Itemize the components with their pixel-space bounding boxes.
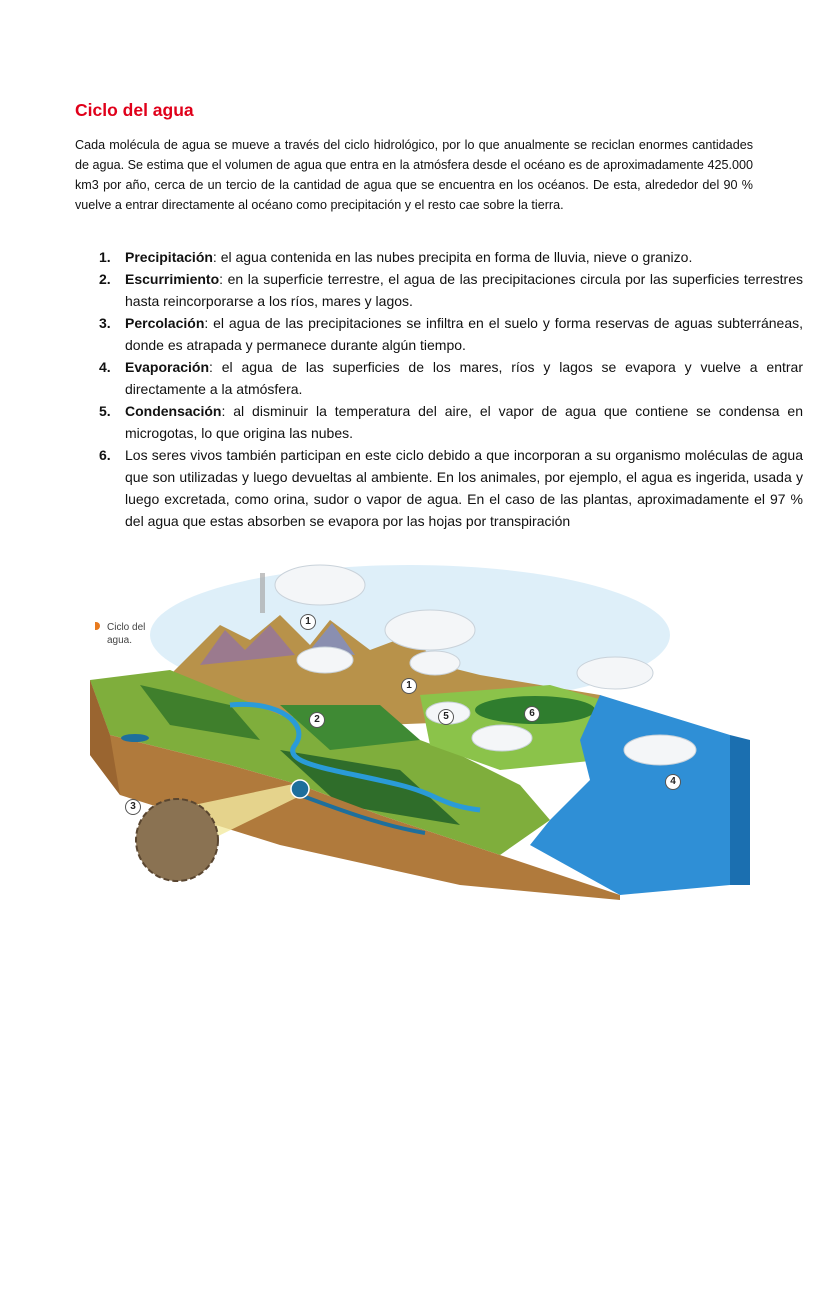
item-term: Escurrimiento [125,271,220,287]
item-number: 1. [99,249,111,265]
figure-label: 4 [665,774,681,790]
list-item [99,400,803,444]
list-item [99,268,803,312]
item-text: : en la superficie terrestre, el agua de las precipitaciones circula por las superficies terrestres hasta reincorporarse a los ríos, mares y lagos. [125,271,803,309]
figure-label: 5 [438,709,454,725]
figure-label: 6 [524,706,540,722]
figure-label: 1 [401,678,417,694]
item-number: 3. [99,315,111,331]
steps-list [75,246,803,532]
item-number: 4. [99,359,111,375]
figure-label: 1 [300,614,316,630]
item-term: Condensación [125,403,222,419]
caption-marker-icon [95,622,100,630]
item-number: 2. [99,271,111,287]
item-text: : el agua de las superficies de los mares, ríos y lagos se evapora y vuelve a entrar directamente a la atmósfera. [125,359,803,397]
page-title: Ciclo del agua [75,100,194,120]
list-item [99,444,803,532]
list-item [99,356,803,400]
caption-line: Ciclo del [107,622,146,633]
item-text: : el agua de las precipitaciones se infiltra en el suelo y forma reservas de aguas subterráneas, donde es atrapada y permanece durante algún tiempo. [125,315,803,353]
item-number: 5. [99,403,111,419]
item-term: Evaporación [125,359,210,375]
item-text: Los seres vivos también participan en este ciclo debido a que incorporan a su organismo moléculas de agua que son utilizadas y luego devueltas al ambiente. En los animales, por ejemplo, el agua es ingerida, usada y luego excretada, como orina, sudor o vapor de agua. En el caso de las plantas, aproximadamente el 97 % del agua que estas absorben se evapora por las hojas por transpiración [125,447,803,529]
figure-label: 2 [309,712,325,728]
water-cycle-illustration [80,555,750,900]
intro-paragraph: Cada molécula de agua se mueve a través del ciclo hidrológico, por lo que anualmente se reciclan enormes cantidades de agua. Se estima que el volumen de agua que entra en la atmósfera desde el océano es de aproximadamente 425.000 km3 por año, cerca de un tercio de la cantidad de agua que se encuentra en los océanos. De esta, alrededor del 90 % vuelve a entrar directamente al océano como precipitación y el resto cae sobre la tierra. [75,138,753,212]
list-item [99,246,803,268]
item-text: : el agua contenida en las nubes precipita en forma de lluvia, nieve o granizo. [212,249,693,265]
item-number: 6. [99,447,111,463]
figure-label: 3 [125,799,141,815]
item-term: Percolación [125,315,205,331]
figure-caption [95,621,145,647]
item-text: : al disminuir la temperatura del aire, el vapor de agua que contiene se condensa en microgotas, lo que origina las nubes. [125,403,803,441]
list-item [99,312,803,356]
item-term: Precipitación [125,249,213,265]
caption-line: agua. [107,635,133,646]
